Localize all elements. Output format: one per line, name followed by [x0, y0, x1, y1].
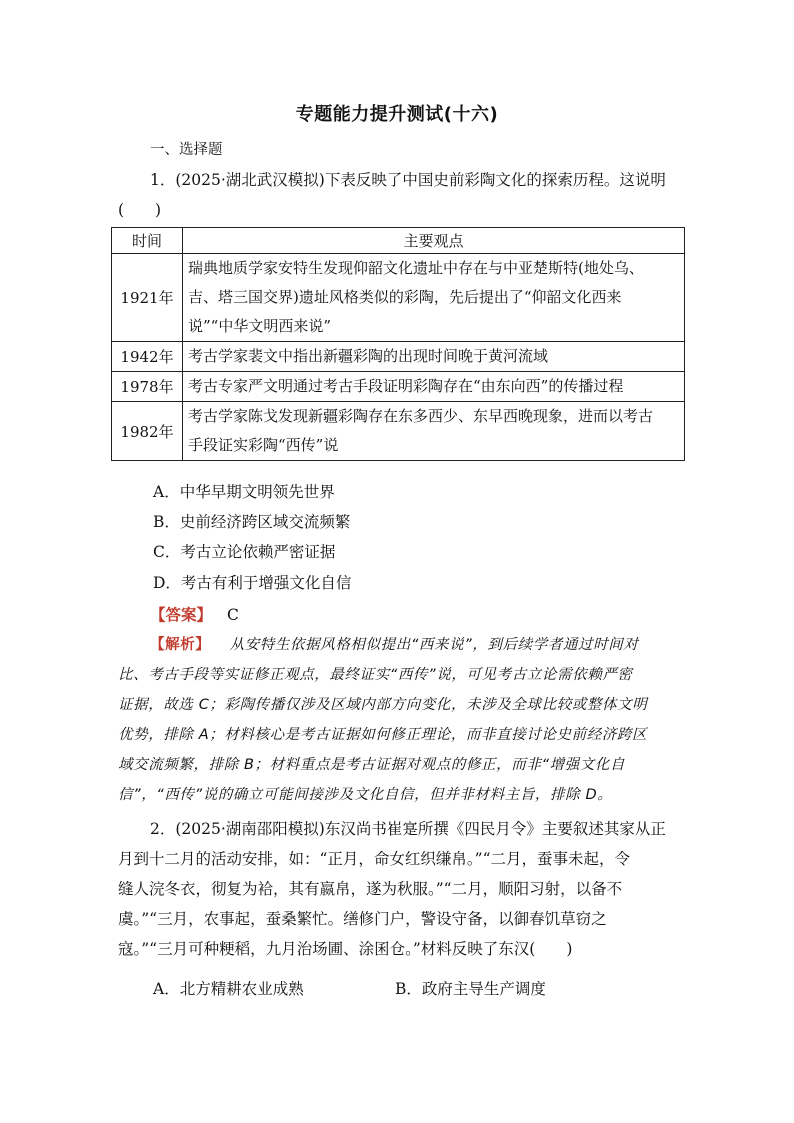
- q1-analysis-line: 域交流频繁，排除 B；材料重点是考古证据对观点的修正，而非“增强文化自: [118, 757, 626, 773]
- table-header-view: 主要观点: [183, 228, 685, 254]
- answer-value: C: [226, 606, 239, 624]
- q1-analysis-line: 信”，“西传”说的确立可能间接涉及文化自信，但并非材料主旨，排除 D。: [118, 787, 613, 803]
- cell-line: 吉、塔三国交界)遗址风格类似的彩陶，先后提出了“仰韶文化西来: [188, 288, 622, 306]
- cell-line: 说”“中华文明西来说”: [188, 317, 332, 335]
- q1-analysis-line: 比、考古手段等实证修正观点，最终证实“西传”说，可见考古立论需依赖严密: [118, 667, 633, 683]
- analysis-label: 【解析】: [150, 637, 211, 653]
- table-row: [112, 254, 685, 342]
- table-cell-year: 1982年: [112, 402, 183, 461]
- q2-stem-line: 2．(2025·湖南邵阳模拟)东汉尚书崔寔所撰《四民月令》主要叙述其家从正: [150, 820, 666, 838]
- table-cell-view: [183, 342, 685, 372]
- analysis-text: 从安特生依据风格相似提出“西来说”，到后续学者通过时间对: [229, 637, 639, 653]
- q1-option-c: C．考古立论依赖严密证据: [153, 543, 336, 561]
- q1-analysis-line: 证据，故选 C；彩陶传播仅涉及区域内部方向变化，未涉及全球比较或整体文明: [118, 697, 648, 713]
- q1-analysis-line: 优势，排除 A；材料核心是考古证据如何修正理论，而非直接讨论史前经济跨区: [118, 727, 648, 743]
- q2-option-b: B．政府主导生产调度: [395, 980, 546, 998]
- table-cell-view: [183, 402, 685, 461]
- q1-answer: [150, 604, 239, 626]
- q2-option-a: A．北方精耕农业成熟: [153, 980, 304, 998]
- q2-stem-line: 缝人浣冬衣，彻复为袷，其有嬴帛，遂为秋服。”“二月，顺阳习射，以备不: [118, 880, 623, 898]
- section-heading: 一、选择题: [150, 142, 223, 158]
- table-header-row: [112, 228, 685, 254]
- page-title: 专题能力提升测试(十六): [295, 104, 499, 125]
- cell-line: 考古学家陈戈发现新疆彩陶存在东多西少、东早西晚现象，进而以考古: [188, 407, 654, 425]
- q2-stem-line: 寇。”“三月可种粳稻，九月治场圃、涂囷仓。”材料反映了东汉( ): [118, 940, 573, 958]
- table-cell-year: 1921年: [112, 254, 183, 342]
- table-cell-year: 1942年: [112, 342, 183, 372]
- table-row: [112, 372, 685, 402]
- cell-line: 手段证实彩陶“西传”说: [188, 436, 339, 454]
- cell-line: 考古专家严文明通过考古手段证明彩陶存在“由东向西”的传播过程: [188, 377, 624, 395]
- cell-line: 考古学家裴文中指出新疆彩陶的出现时间晚于黄河流域: [188, 347, 549, 365]
- q1-stem-line-1: 1．(2025·湖北武汉模拟)下表反映了中国史前彩陶文化的探索历程。这说明: [150, 171, 666, 189]
- q1-analysis-line-1: [150, 630, 638, 660]
- q1-stem-line-2: ( ): [118, 201, 162, 219]
- table-row: [112, 402, 685, 461]
- q1-option-b: B．史前经济跨区域交流频繁: [153, 513, 351, 531]
- table-row: [112, 342, 685, 372]
- q1-table: [111, 227, 685, 461]
- table-header-time: 时间: [112, 228, 183, 254]
- table-cell-year: 1978年: [112, 372, 183, 402]
- q1-option-d: D．考古有利于增强文化自信: [153, 574, 352, 592]
- table-cell-view: [183, 254, 685, 342]
- table-cell-view: [183, 372, 685, 402]
- cell-line: 瑞典地质学家安特生发现仰韶文化遗址中存在与中亚楚斯特(地处乌、: [188, 259, 644, 277]
- answer-label: 【答案】: [150, 606, 213, 624]
- q1-option-a: A．中华早期文明领先世界: [153, 483, 335, 501]
- q2-stem-line: 月到十二月的活动安排，如：“正月，命女红织缣帛。”“二月，蚕事未起，令: [118, 850, 631, 868]
- q2-stem-line: 虞。”“三月，农事起，蚕桑繁忙。缮修门户，警设守备，以御春饥草窃之: [118, 910, 607, 928]
